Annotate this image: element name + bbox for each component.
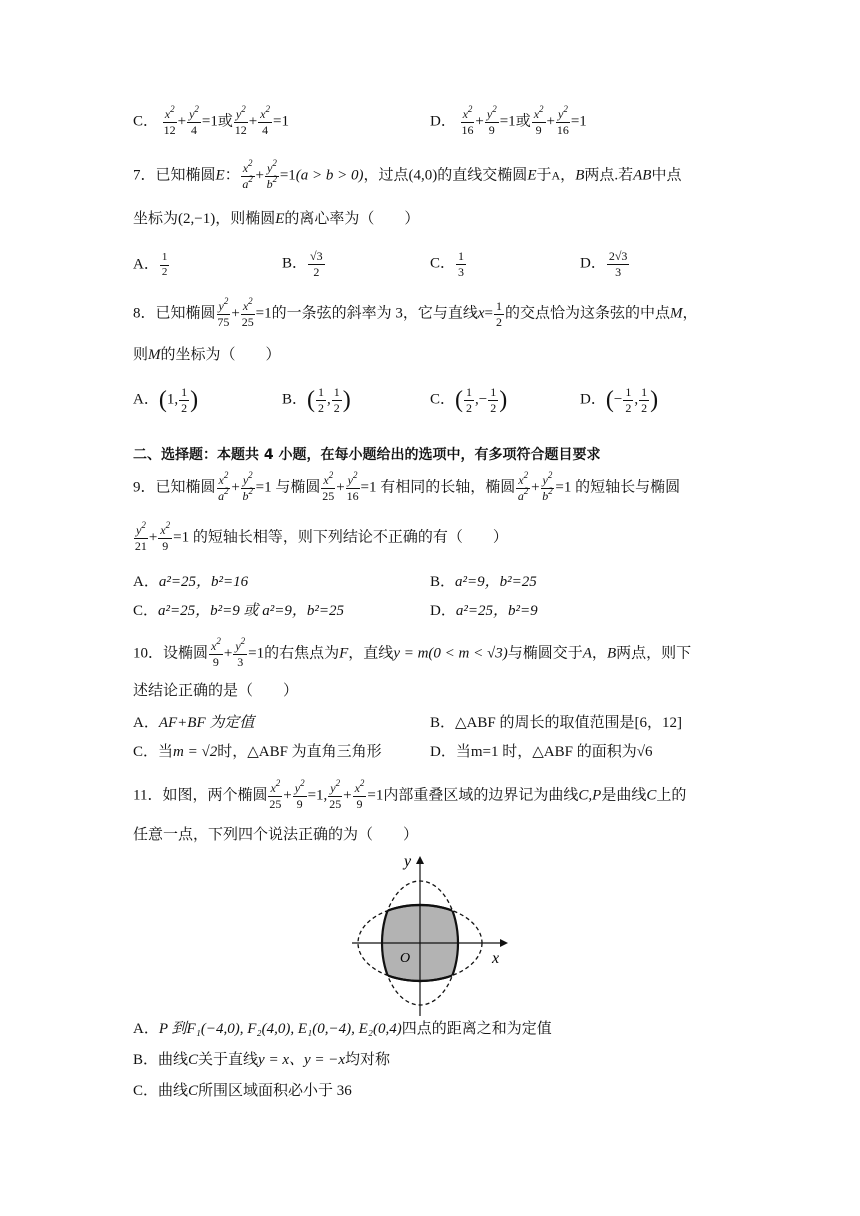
option-label: D． — [580, 391, 606, 408]
text: 两点，则下 — [616, 645, 692, 662]
fraction: $\frac{1}{2}$ — [625, 385, 632, 415]
q10-a: A — [582, 645, 592, 662]
text: 与椭圆 — [275, 479, 321, 496]
option-label: A． — [133, 256, 159, 273]
q11-number: 11．如图，两个椭圆 — [133, 787, 268, 804]
q9-stem-line1: 9．已知椭圆 $\frac{x^2}{a^2}$ + $\frac{y^2}{b^2}$ =1 与椭圆 $\frac{x^2}{25}$ + $\frac{y^2}{16}$ =1 有相同的长轴，椭圆 $\frac{x^2}{a^2}$ + $\frac{y^2}{b^2}$ =1 的短轴长与椭圆 — [133, 470, 681, 503]
q7-e: E — [275, 211, 285, 227]
text: 所围区域面积必小于 36 — [198, 1083, 352, 1099]
fraction: $\frac{1}{2}$ — [161, 251, 168, 278]
fraction: $\frac{1}{2}$ — [641, 385, 648, 415]
y-axis-arrow — [416, 856, 424, 864]
origin-label: O — [400, 951, 411, 966]
option-label: B． — [430, 574, 456, 590]
q11-stem-line1: 11．如图，两个椭圆 $\frac{x^2}{25}$ + $\frac{y^2}{9}$ =1, $\frac{y^2}{25}$ + $\frac{x^2}{9}$ =1内部重叠区域的边界记为曲线C,P是曲线C上的 — [133, 778, 687, 811]
option-label: D． — [430, 603, 456, 619]
q10-option-d[interactable] — [430, 745, 652, 760]
text: 时，△ABF 为直角三角形 — [217, 744, 382, 760]
q11-stem-line2 — [133, 828, 418, 843]
text: 上的 — [656, 787, 687, 804]
fraction: $\frac{x^2}{a^2}$ — [218, 470, 229, 503]
option-label: A． — [133, 1021, 159, 1037]
q11-cp: C,P — [578, 787, 602, 804]
q9-option-b[interactable] — [430, 575, 537, 590]
fraction: $\frac{y^2}{25}$ — [329, 778, 342, 811]
q7-stem-line2 — [133, 212, 419, 227]
q11-option-a[interactable] — [133, 1022, 552, 1037]
text: 的离心率为（ ） — [284, 211, 420, 227]
q9-option-d[interactable] — [430, 604, 538, 619]
q7-ab: AB — [633, 167, 652, 184]
option-text: a²=25，b²=9 或 a²=9，b²=25 — [158, 603, 344, 619]
fraction: $\frac{1}{2}$ — [496, 299, 503, 329]
text: 的直线交椭圆 — [437, 167, 528, 184]
q8-option-c[interactable]: C．( $\frac{1}{2}$ ,− $\frac{1}{2}$ ) — [430, 385, 508, 415]
fraction: $\frac{y^2}{3}$ — [235, 636, 246, 669]
text: m=1 时，△ABF — [470, 744, 573, 760]
q7-point: (4,0) — [408, 167, 438, 184]
q11-c: C — [188, 1052, 199, 1068]
text: ， — [591, 645, 607, 662]
text: 的短轴长与椭圆 — [575, 479, 681, 496]
fraction: $\frac{1}{2}$ — [318, 385, 325, 415]
option-label: A． — [133, 574, 159, 590]
fraction: $\frac{1}{2}$ — [466, 385, 473, 415]
text: ，则椭圆 — [215, 211, 276, 227]
q11-figure — [340, 850, 520, 1020]
q10-option-a[interactable] — [133, 716, 254, 731]
q7-stem-line1: 7．已知椭圆E： $\frac{x^2}{a^2}$ + $\frac{y^2}{b^2}$ =1(a > b > 0)，过点(4,0)的直线交椭圆E于A，B两点.若AB中点 — [133, 158, 682, 191]
text: ，过点 — [363, 167, 409, 184]
fraction: $\frac{x^2}{4}$ — [260, 104, 270, 137]
fraction: $\frac{1}{2}$ — [490, 385, 497, 415]
q6-c-or: 或 — [217, 113, 233, 130]
q9-option-a[interactable] — [133, 575, 248, 590]
fraction: $\frac{y^2}{9}$ — [486, 104, 497, 137]
q6-d-or: 或 — [515, 113, 531, 130]
text: ， — [682, 305, 698, 322]
q10-option-c[interactable] — [133, 745, 382, 760]
option-label: A． — [133, 391, 159, 408]
q8-option-b[interactable]: B．( $\frac{1}{2}$ , $\frac{1}{2}$ ) — [282, 385, 351, 415]
text: ，直线 — [348, 645, 394, 662]
q7-b: B — [575, 167, 585, 184]
text: 有相同的长轴，椭圆 — [380, 479, 516, 496]
comma: ， — [560, 167, 576, 184]
q6-option-d[interactable]: D． $\frac{x^2}{16}$ + $\frac{y^2}{9}$ =1或 $\frac{x^2}{9}$ + $\frac{y^2}{16}$ =1 — [430, 104, 587, 137]
fraction: $\frac{y^2}{16}$ — [556, 104, 569, 137]
text: 的交点恰为这条弦的中点 — [505, 305, 671, 322]
text: 坐标为 — [133, 211, 179, 227]
text: 的短轴长相等，则下列结论不正确的有（ ） — [192, 529, 508, 546]
q7-e: E — [527, 167, 537, 184]
option-math: F₁(−4,0), F₂(4,0), E₁(0,−4), E₂(0,4) — [186, 1021, 402, 1037]
fraction: $\frac{y^2}{b^2}$ — [266, 158, 278, 191]
fraction: $\frac{x^2}{9}$ — [354, 778, 365, 811]
q7-a: A — [551, 168, 561, 183]
text: 的面积为 — [576, 744, 637, 760]
option-math: y = x、y = −x — [258, 1052, 346, 1068]
q11-c: C — [646, 787, 657, 804]
option-text: AF+BF 为定值 — [158, 715, 255, 731]
option-text: a²=9，b²=25 — [455, 574, 537, 590]
q9-option-c[interactable] — [133, 604, 344, 619]
q8-stem-line2 — [133, 348, 281, 363]
option-label: D． — [430, 744, 456, 760]
q8-option-d[interactable]: D．(− $\frac{1}{2}$ , $\frac{1}{2}$ ) — [580, 385, 659, 415]
text: 于 — [536, 167, 552, 184]
q10-stem-line1: 10．设椭圆 $\frac{x^2}{9}$ + $\frac{y^2}{3}$ =1的右焦点为F，直线y = m(0 < m < √3)与椭圆交于A，B两点，则下 — [133, 636, 692, 669]
q8-m: M — [148, 347, 161, 363]
option-label: B． — [430, 715, 456, 731]
q6-option-d-label: D． — [430, 113, 456, 130]
q6-option-c[interactable]: C． $\frac{x^2}{12}$ + $\frac{y^2}{4}$ =1或 $\frac{y^2}{12}$ + $\frac{x^2}{4}$ =1 — [133, 104, 289, 137]
option-label: C． — [430, 255, 456, 272]
q11-option-c[interactable] — [133, 1084, 352, 1099]
q11-option-b[interactable] — [133, 1053, 390, 1068]
q10-option-b[interactable] — [430, 716, 682, 731]
option-text: △ABF 的周长的取值范围是[6，12] — [455, 715, 682, 731]
text: 任意一点，下列四个说法正确的为（ ） — [133, 827, 419, 843]
q10-line-equation: y = m(0 < m < √3) — [393, 645, 508, 662]
y-axis-label: y — [404, 853, 412, 870]
q9-number: 9．已知椭圆 — [133, 479, 216, 496]
q7-option-c[interactable] — [430, 250, 467, 278]
q8-stem-line1: 8．已知椭圆 $\frac{y^2}{75}$ + $\frac{x^2}{25}$ =1的一条弦的斜率为 3，它与直线x= $\frac{1}{2}$ 的交点恰为这条弦的中点M， — [133, 296, 698, 329]
text: 是曲线 — [601, 787, 647, 804]
text: 关于直线 — [198, 1052, 259, 1068]
fraction: $\frac{y^2}{16}$ — [346, 470, 359, 503]
q7-e: E — [215, 167, 225, 184]
option-label: C． — [133, 744, 159, 760]
text: 当 — [455, 744, 471, 760]
option-label: B． — [282, 391, 308, 408]
q7-midpoint: (2,−1) — [178, 211, 216, 227]
option-label: A． — [133, 715, 159, 731]
x-axis-label: x — [492, 950, 500, 967]
q7-option-a[interactable] — [133, 252, 170, 278]
fraction: $\frac{y^2}{b^2}$ — [242, 470, 253, 503]
text: 当 — [158, 744, 174, 760]
option-label: C． — [133, 603, 159, 619]
option-text: a²=25，b²=9 — [455, 603, 538, 619]
fraction: $\frac{y^2}{9}$ — [294, 778, 305, 811]
q8-m: M — [670, 305, 683, 322]
fraction: $\frac{y^2}{75}$ — [217, 296, 230, 329]
option-math: m = √2 — [173, 744, 218, 760]
option-label: C．曲线 — [133, 1083, 189, 1099]
text: 的坐标为（ ） — [160, 347, 281, 363]
fraction: $\frac{y^2}{b^2}$ — [542, 470, 553, 503]
fraction: $\frac{x^2}{12}$ — [163, 104, 176, 137]
text: 的一条弦的斜率为 3，它与直线 — [271, 305, 478, 322]
fraction: $\frac{x^2}{a^2}$ — [242, 158, 253, 191]
option-label: B． — [282, 255, 308, 272]
q10-f: F — [339, 645, 349, 662]
fraction: $\frac{x^2}{25}$ — [322, 470, 335, 503]
fraction: $\frac{y^2}{4}$ — [189, 104, 199, 137]
text: 述结论正确的是（ ） — [133, 683, 299, 699]
q11-c: C — [188, 1083, 199, 1099]
option-text: a²=25，b²=16 — [158, 574, 249, 590]
fraction: $\frac{x^2}{9}$ — [160, 520, 171, 553]
colon: ： — [224, 167, 240, 184]
fraction: $\frac{x^2}{16}$ — [461, 104, 474, 137]
q9-stem-line2: $\frac{y^2}{21}$ + $\frac{x^2}{9}$ =1 的短轴长相等，则下列结论不正确的有（ ） — [134, 520, 508, 553]
text: 四点的距离之和为定值 — [401, 1021, 552, 1037]
q7-number: 7．已知椭圆 — [133, 167, 216, 184]
text: P 到 — [158, 1021, 187, 1037]
section-heading: 二、选择题：本题共 4 小题，在每小题给出的选项中，有多项符合题目要求 — [133, 447, 601, 463]
text: 两点.若 — [584, 167, 634, 184]
fraction: $\frac{2√3}{3}$ — [608, 249, 628, 279]
fraction: $\frac{√3}{2}$ — [310, 249, 323, 279]
q8-option-a[interactable]: A．(1, $\frac{1}{2}$ ) — [133, 385, 199, 415]
fraction: $\frac{1}{2}$ — [181, 385, 188, 415]
option-math: √6 — [636, 744, 653, 760]
x-axis-arrow — [500, 939, 508, 947]
text: 中点 — [651, 167, 682, 184]
text: 则 — [133, 347, 149, 363]
fraction: $\frac{1}{3}$ — [458, 249, 465, 279]
fraction: $\frac{x^2}{a^2}$ — [517, 470, 529, 503]
option-label: B．曲线 — [133, 1052, 189, 1068]
option-label: D． — [580, 255, 606, 272]
fraction: $\frac{x^2}{25}$ — [269, 778, 282, 811]
q8-number: 8．已知椭圆 — [133, 305, 216, 322]
fraction: $\frac{x^2}{9}$ — [533, 104, 544, 137]
q7-option-d[interactable] — [580, 250, 630, 278]
fraction: $\frac{x^2}{9}$ — [211, 636, 221, 669]
q7-condition: (a > b > 0) — [295, 167, 364, 184]
q10-stem-line2 — [133, 684, 298, 699]
text: 内部重叠区域的边界记为曲线 — [383, 787, 579, 804]
option-label: C． — [430, 391, 456, 408]
fraction: $\frac{x^2}{25}$ — [241, 296, 254, 329]
text: 与椭圆交于 — [507, 645, 583, 662]
q10-number: 10．设椭圆 — [133, 645, 209, 662]
text: 均对称 — [345, 1052, 391, 1068]
q10-b: B — [606, 645, 617, 662]
fraction: $\frac{y^2}{21}$ — [134, 520, 147, 553]
q7-option-b[interactable] — [282, 250, 326, 278]
fraction: $\frac{y^2}{12}$ — [234, 104, 247, 137]
fraction: $\frac{1}{2}$ — [333, 385, 340, 415]
text: 的右焦点为 — [264, 645, 340, 662]
q6-option-c-label: C． — [133, 113, 159, 130]
